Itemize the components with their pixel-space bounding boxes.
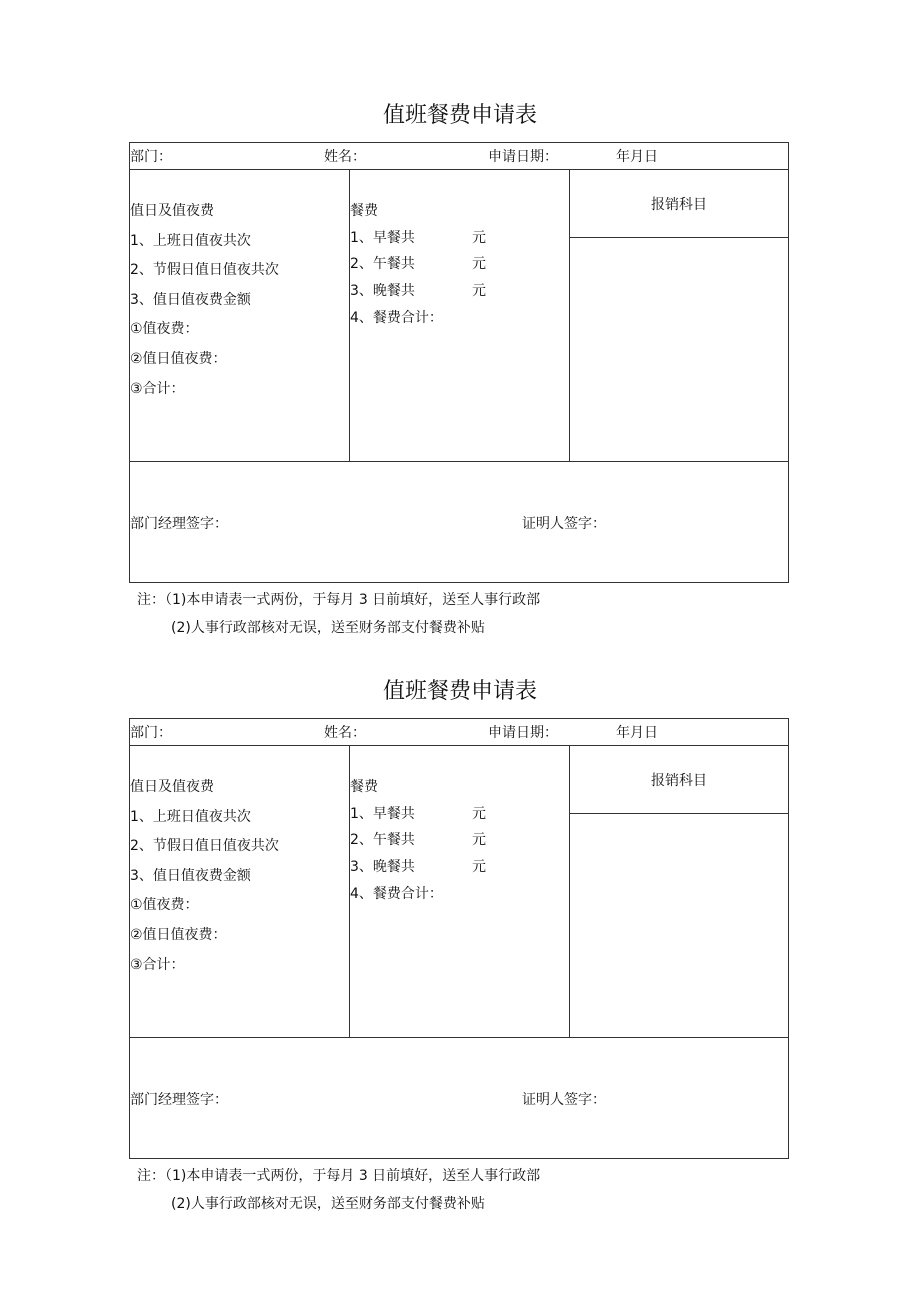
date-ymd-label: 年月日 [616,149,658,165]
account-subject-label: 报销科目 [651,197,707,213]
duty-sub-3: ③合计： [130,957,185,973]
meal-breakfast-unit: 元 [472,230,486,246]
meal-dinner-unit: 元 [472,283,486,299]
name-label: 姓名： [324,725,366,741]
manager-sign-label: 部门经理签字： [130,1092,228,1108]
duty-line-3: 3、值日值夜费金额 [130,868,251,884]
date-ymd-label: 年月日 [616,725,658,741]
meal-lunch-unit: 元 [472,256,486,272]
meal-total: 4、餐费合计： [350,886,443,902]
signature-divider [130,461,788,462]
duty-sub-2: ②值日值夜费： [130,927,227,943]
account-subject-label: 报销科目 [651,773,707,789]
note-2: (2)人事行政部核对无误，送至财务部支付餐费补贴 [171,1196,485,1212]
note-2: (2)人事行政部核对无误，送至财务部支付餐费补贴 [171,620,485,636]
duty-heading: 值日及值夜费 [130,203,214,219]
signature-divider [130,1037,788,1038]
duty-sub-1: ①值夜费： [130,897,199,913]
header-divider [130,745,788,746]
meal-lunch-unit: 元 [472,832,486,848]
meal-dinner-unit: 元 [472,859,486,875]
manager-sign-label: 部门经理签字： [130,516,228,532]
note-1: 注：（1)本申请表一式两份，于每月 3 日前填好，送至人事行政部 [137,1168,541,1184]
department-label: 部门： [130,149,172,165]
duty-line-2: 2、节假日值日值夜共次 [130,838,279,854]
duty-line-1: 1、上班日值夜共次 [130,809,251,825]
meal-heading: 餐费 [350,203,378,219]
form-title: 值班餐费申请表 [382,679,537,704]
subject-divider [570,237,788,238]
duty-sub-1: ①值夜费： [130,321,199,337]
note-1: 注：（1)本申请表一式两份，于每月 3 日前填好，送至人事行政部 [137,592,541,608]
application-form-2 [0,576,920,1212]
name-label: 姓名： [324,149,366,165]
witness-sign-label: 证明人签字： [522,1092,606,1108]
duty-line-3: 3、值日值夜费金额 [130,292,251,308]
form-table [129,718,789,1159]
meal-breakfast: 1、早餐共 [350,806,415,822]
witness-sign-label: 证明人签字： [522,516,606,532]
department-label: 部门： [130,725,172,741]
meal-breakfast: 1、早餐共 [350,230,415,246]
meal-lunch: 2、午餐共 [350,256,415,272]
meal-breakfast-unit: 元 [472,806,486,822]
header-divider [130,169,788,170]
form-table [129,142,789,583]
form-title: 值班餐费申请表 [382,103,537,128]
duty-heading: 值日及值夜费 [130,779,214,795]
apply-date-label: 申请日期： [488,725,558,741]
duty-sub-3: ③合计： [130,381,185,397]
meal-total: 4、餐费合计： [350,310,443,326]
application-form-1 [0,0,920,636]
duty-line-1: 1、上班日值夜共次 [130,233,251,249]
duty-sub-2: ②值日值夜费： [130,351,227,367]
meal-dinner: 3、晚餐共 [350,859,415,875]
subject-divider [570,813,788,814]
meal-lunch: 2、午餐共 [350,832,415,848]
apply-date-label: 申请日期： [488,149,558,165]
duty-line-2: 2、节假日值日值夜共次 [130,262,279,278]
meal-dinner: 3、晚餐共 [350,283,415,299]
meal-heading: 餐费 [350,779,378,795]
